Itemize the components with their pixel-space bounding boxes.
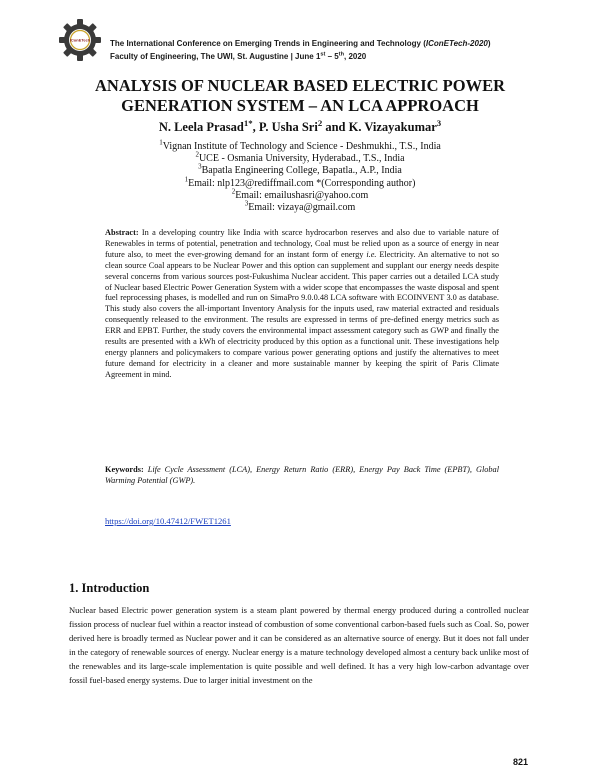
gear-logo-icon <box>58 18 102 62</box>
affiliation-mark: 3 <box>198 163 202 172</box>
introduction-paragraph: Nuclear based Electric power generation system is a steam plant powered by thermal energy produced during a controlled nuclear fission process of nuclear fuel within a reactor instead of combustion of some conventional carbon-based fuels such as Coal. So, power derived here is broadly termed as Nuclear power and it can be considered as an alternative source of energy. But it does not fall under in the category of renewable sources of energy. Nuclear energy is a mature technology developed almost a century back unlike most of the renewables and its large-scale implementation is quite possible and well defined. It has a very high low-carbon advantage over fossil fuel-based energy systems. Due to larger initial investment on the <box>69 605 529 685</box>
title-line-1: ANALYSIS OF NUCLEAR BASED ELECTRIC POWER <box>95 76 505 95</box>
affiliation-text: Bapatla Engineering College, Bapatla., A.P., India <box>201 165 402 177</box>
section-heading-introduction: 1. Introduction <box>69 581 150 595</box>
author-separator: and <box>322 120 349 134</box>
email-1 <box>40 175 560 190</box>
author-3: K. Vizayakumar <box>348 120 437 134</box>
venue-text: Faculty of Engineering, The UWI, St. Augustine | June 1 <box>110 52 321 61</box>
conference-acronym: IConETech-2020 <box>425 39 488 48</box>
logo-text: IConETech <box>69 37 91 43</box>
keywords-text: Life Cycle Assessment (LCA), Energy Return Ratio (ERR), Energy Pay Back Time (EPBT), Global Warming Potential (GWP). <box>105 465 500 485</box>
abstract-text-cont: Electricity. An alternative to not so clean source Coal appears to be Nuclear Power and this option can supplement and supplant our energy needs despite several concerns from various sources post-Fukushima Nuclear accident. This paper carries out a detailed LCA study of Nuclear based Electric Power Generation System with a wider scope that encompasses the waste disposal and spent fuel reprocessing phases, is modelled and run on SimaPro 9.0.0.48 LCA software with ECOINVENT 3.0 as database. This study also covers the all-important Inventory Analysis for the inputs used, raw material extracted and residuals consequently released to the environment. The results are expressed in terms of pre-defined energy metrics such as ERR and EPBT. Further, the study covers the environmental impact assessment category such as GWP and finally the results are presented with a kWh of electricity produced by this option as a functional unit. These investigations help energy planners and policymakers to compare various power generating options and justify the alternatives to meet future demand for electricity in a cleaner and more sustainable manner by keeping the spirit of Paris Climate Agreement in mind. <box>105 249 499 379</box>
abstract-ie: i.e. <box>366 249 377 259</box>
author-list <box>40 117 560 135</box>
page-number: 821 <box>512 757 528 767</box>
keywords <box>105 465 499 487</box>
affiliation-mark: 1 <box>184 175 189 184</box>
abstract-label: Abstract: <box>105 228 139 237</box>
venue-ordinal-1: st <box>320 51 326 58</box>
affiliation-2 <box>40 150 560 165</box>
paper-title <box>40 76 560 116</box>
title-line-2: GENERATION SYSTEM – AN LCA APPROACH <box>121 96 479 115</box>
affiliation-mark: 3 <box>244 199 249 208</box>
affiliation-1 <box>40 138 560 153</box>
affiliation-mark: 2 <box>231 187 236 196</box>
email-2 <box>40 187 560 202</box>
abstract-text: In a developing country like India with scarce hydrocarbon reserves and also due to variable nature of Renewables in terms of potential, penetration and technology, Coal must be relied upon as a source of energy in near future also, to meet the ever-growing demand for an instant form of energy <box>105 228 499 259</box>
conference-name-text: The International Conference on Emerging Trends in Engineering and Technology ( <box>110 39 426 48</box>
venue-ordinal-2: th <box>338 51 345 58</box>
conference-logo <box>58 18 102 62</box>
author-2: P. Usha Sri <box>258 120 318 134</box>
author-2-mark: 2 <box>317 117 323 128</box>
affiliation-text: Vignan Institute of Technology and Science - Deshmukhi., T.S., India <box>162 141 441 152</box>
affiliation-3 <box>40 165 560 177</box>
author-3-mark: 3 <box>436 117 442 128</box>
affiliation-mark: 1 <box>159 138 163 147</box>
author-separator: , <box>252 120 259 134</box>
affiliation-mark: 2 <box>195 150 199 159</box>
conference-name <box>110 37 550 50</box>
keywords-label: Keywords: <box>105 465 144 474</box>
venue-year: , 2020 <box>344 52 367 61</box>
venue-dash: – 5 <box>325 52 339 61</box>
conference-header <box>110 37 550 63</box>
email-text: Email: emailushasri@yahoo.com <box>235 189 369 201</box>
email-3 <box>40 199 560 214</box>
doi-link[interactable]: https://doi.org/10.47412/FWET1261 <box>105 516 231 526</box>
author-1-mark: 1* <box>243 117 253 128</box>
conference-venue <box>110 50 550 63</box>
author-1: N. Leela Prasad <box>158 120 244 134</box>
affiliation-list <box>40 138 560 214</box>
email-text: Email: vizaya@gmail.com <box>248 202 356 214</box>
affiliation-text: UCE - Osmania University, Hyderabad., T.S., India <box>198 153 405 165</box>
abstract <box>105 228 499 381</box>
email-text: Email: nlp123@rediffmail.com *(Corresponding author) <box>188 177 416 189</box>
conference-name-close: ) <box>487 39 491 48</box>
